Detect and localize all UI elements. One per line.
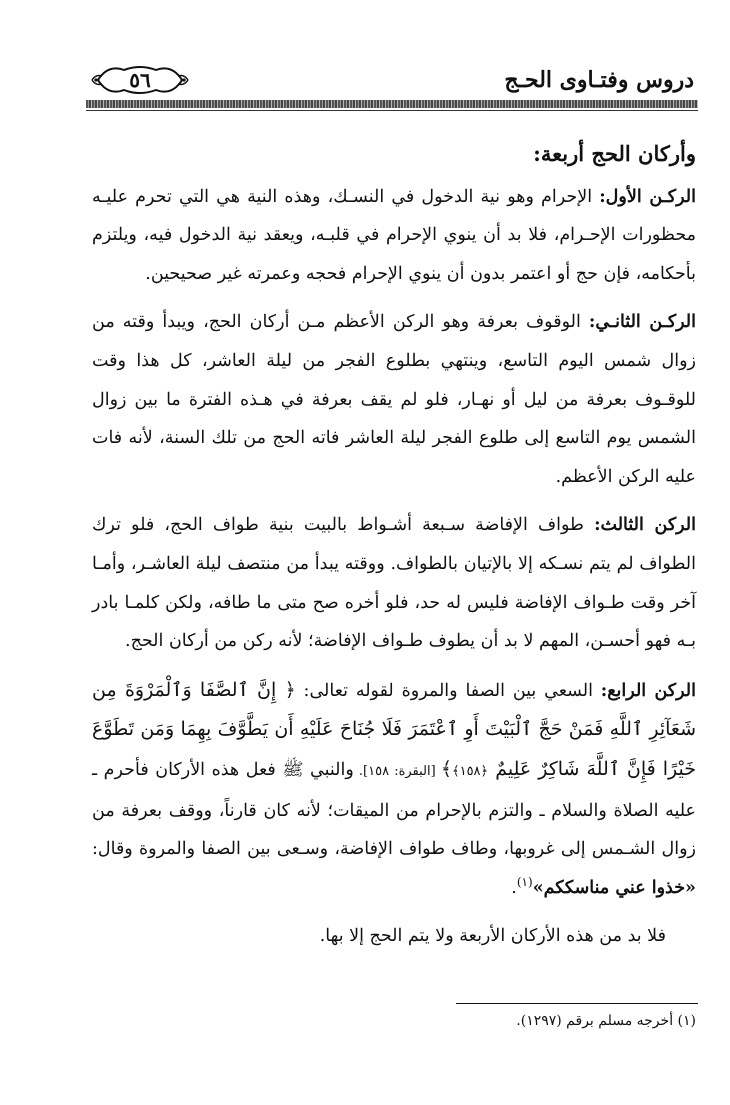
- verse-number: ﴿١٥٨﴾: [451, 763, 489, 779]
- running-title: دروس وفتـاوى الحـج: [504, 67, 694, 93]
- paragraph-text: طواف الإفاضة سـبعة أشـواط بالبيت بنية طواف الحج، فلو ترك الطواف لم يتم نسـكه إلا بالإتيان بالطواف. ووقته يبدأ من منتصف ليلة العاشـر، وأمـا آخر وقت طـواف الإفاضة فليس له حد، فلو أخره صح متى ما طافه، ولكن كلمـا بادر بـه فهو أحسـن، المهم لا بد أن يطوف طـواف الإفاضة؛ لأنه ركن من أركان الحج.: [92, 515, 696, 652]
- closing-paragraph: فلا بد من هذه الأركان الأربعة ولا يتم الحج إلا بها.: [319, 926, 666, 947]
- quran-verse: إِنَّ ٱلصَّفَا وَٱلْمَرْوَةَ مِن شَعَآئِرِ ٱللَّهِ فَمَنْ حَجَّ ٱلْبَيْتَ أَوِ ٱعْتَمَرَ فَلَا جُنَاحَ عَلَيْهِ أَن يَطَّوَّفَ بِهِمَا وَمَن تَطَوَّعَ خَيْرًا فَإِنَّ ٱللَّهَ شَاكِرٌ عَلِيمٌ: [92, 678, 696, 780]
- rukn-label: الركن الثالث:: [594, 515, 696, 536]
- paragraph-rukn-1: [92, 178, 696, 294]
- paragraph-rukn-2: [92, 303, 696, 496]
- page-header: [90, 62, 694, 102]
- quran-bracket-close: ﴾: [440, 757, 452, 780]
- hadith-quote: «خذوا عني مناسككم»: [532, 877, 696, 898]
- section-heading: وأركان الحج أربعة:: [533, 141, 696, 166]
- main-text: [92, 135, 696, 966]
- page-number-ornament: [90, 62, 190, 98]
- verse-reference: [البقرة: ١٥٨].: [353, 763, 441, 779]
- paragraph-text: الوقوف بعرفة وهو الركن الأعظم مـن أركان الحج، ويبدأ وقته من زوال شمس اليوم التاسع، وينتهي بطلوع الفجر من ليلة العاشر، كل هذا وقت للوقـوف بعرفة من ليل أو نهـار، فلو لم يقف بعرفة في هـذه الفترة ما بين زوال الشمس يوم التاسع إلى طلوع الفجر ليلة العاشر فاته الحج من تلك السنة، لأنه فات عليه الركن الأعظم.: [92, 312, 696, 487]
- footnote-rule: [456, 1003, 698, 1004]
- header-rule-textured: [86, 100, 698, 108]
- rukn-label: الركـن الثانـي:: [588, 312, 697, 333]
- quran-bracket-open: ﴿: [284, 678, 296, 701]
- paragraph-text: الإحرام وهو نية الدخول في النسـك، وهذه النية هي التي تحرم عليـه محظورات الإحـرام، فلا بد أن ينوي الإحرام في قلبـه، ويعقد نية الدخول فيه، ويلتزم بأحكامه، فإن حج أو اعتمر بدون أن ينوي الإحرام فحجه وعمرته غير صحيحين.: [92, 186, 696, 284]
- paragraph-rukn-4: [92, 671, 696, 908]
- footnote-marker: (١): [516, 874, 533, 889]
- footnote: (١) أخرجه مسلم برقم (١٢٩٧).: [516, 1013, 696, 1029]
- rukn-label: الركـن الأول:: [599, 186, 696, 207]
- rukn-label: الركن الرابع:: [600, 680, 696, 701]
- paragraph-text: والنبي ﷺ فعل هذه الأركان فأحرم ـ عليه الصلاة والسلام ـ والتزم بالإحرام من الميقات؛ لأنه كان قارناً، ووقف بعرفة من زوال الشـمس إلى غروبها، وطاف طواف الإفاضة، وسـعى بين الصفا والمروة وقال:: [92, 759, 696, 860]
- page-number: ٥٦: [129, 68, 151, 92]
- paragraph-text: السعي بين الصفا والمروة لقوله تعالى:: [295, 680, 601, 701]
- paragraph-rukn-3: [92, 506, 696, 660]
- header-rule: [86, 110, 698, 111]
- sentence-end: .: [511, 877, 517, 898]
